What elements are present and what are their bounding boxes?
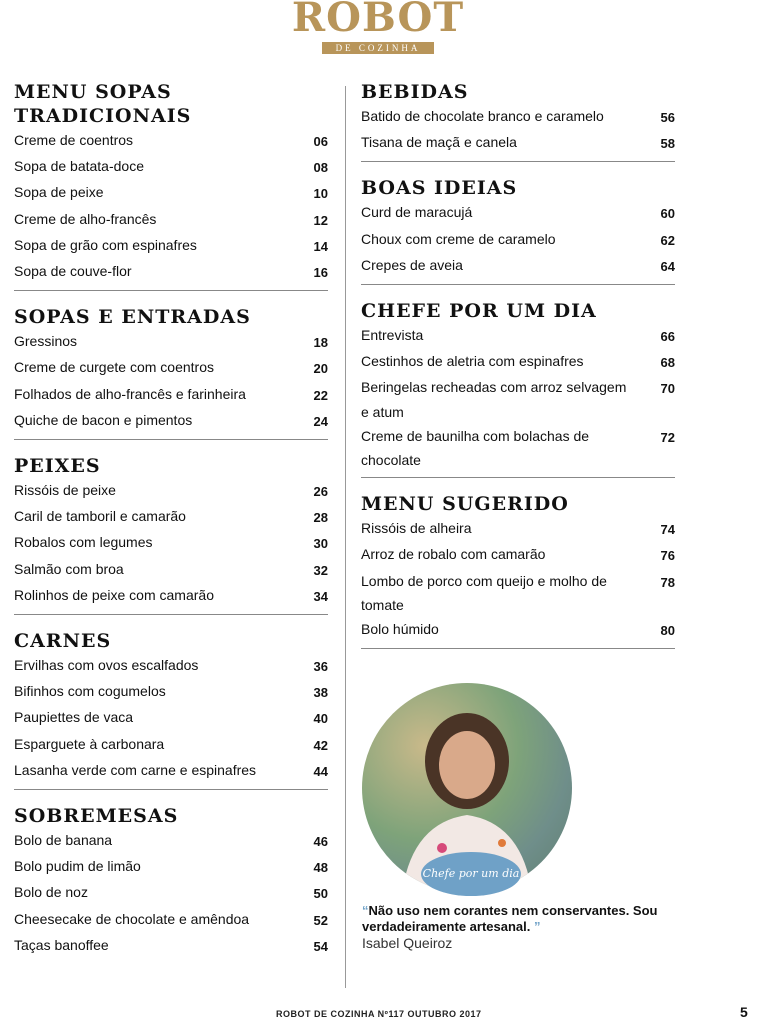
toc-section [14, 804, 328, 959]
entry-page-number: 18 [313, 335, 328, 351]
entry-page-number: 74 [660, 522, 675, 538]
toc-entry [14, 207, 328, 233]
section-divider [361, 161, 675, 162]
entry-title: Creme de curgete com coentros [14, 359, 214, 376]
entry-page-number: 08 [313, 160, 328, 176]
entry-page-number: 76 [660, 548, 675, 564]
entry-title: Bolo de banana [14, 832, 113, 849]
toc-entry [361, 617, 675, 643]
entry-title: Lasanha verde com carne e espinafres [14, 761, 257, 778]
entry-page-number: 14 [313, 238, 328, 254]
section-divider [361, 648, 675, 649]
toc-entry [361, 569, 675, 617]
toc-entry [14, 180, 328, 206]
toc-entry [361, 375, 675, 423]
entry-page-number: 32 [313, 562, 328, 578]
quote-open-mark: “ [362, 903, 369, 918]
toc-entry [361, 130, 675, 156]
toc-section [361, 176, 675, 285]
entry-title: Quiche de bacon e pimentos [14, 411, 193, 428]
entry-title: Arroz de robalo com camarão [361, 546, 546, 563]
entry-page-number: 52 [313, 912, 328, 928]
entry-title: Bolo pudim de limão [14, 858, 141, 875]
entry-page-number: 22 [313, 387, 328, 403]
toc-entry [14, 233, 328, 259]
entry-title: Creme de alho-francês [14, 210, 157, 227]
toc-entry [14, 504, 328, 530]
entry-page-number: 10 [313, 186, 328, 202]
entry-title: Sopa de batata-doce [14, 158, 144, 175]
entry-page-number: 24 [313, 413, 328, 429]
toc-entry [14, 758, 328, 784]
toc-entry [361, 349, 675, 375]
entry-page-number: 38 [313, 685, 328, 701]
entry-page-number: 78 [660, 574, 675, 590]
section-title: CARNES [14, 630, 112, 653]
entry-title: Choux com creme de caramelo [361, 230, 556, 247]
section-title: MENU SUGERIDO [361, 493, 569, 516]
toc-entry [14, 933, 328, 959]
entry-title: Bolo de noz [14, 884, 88, 901]
entry-title: Sopa de grão com espinafres [14, 236, 197, 253]
section-title: BEBIDAS [361, 81, 469, 103]
section-divider [14, 614, 328, 615]
entry-page-number: 42 [313, 737, 328, 753]
entry-title: Sopa de couve-flor [14, 263, 132, 280]
entry-title: Cheesecake de chocolate e amêndoa [14, 910, 250, 927]
toc-entry [14, 355, 328, 381]
entry-title: Creme de coentros [14, 132, 134, 148]
entry-page-number: 66 [660, 329, 675, 345]
entry-page-number: 16 [313, 265, 328, 281]
entry-title: Cestinhos de aletria com espinafres [361, 353, 584, 370]
entry-page-number: 34 [313, 588, 328, 604]
entry-page-number: 30 [313, 536, 328, 552]
toc-entry [361, 227, 675, 253]
entry-title: Creme de baunilha com bolachas de chocolate [361, 427, 590, 469]
entry-title: Entrevista [361, 327, 424, 344]
page-number: 5 [740, 1004, 748, 1020]
entry-title: Tisana de maçã e canela [361, 134, 517, 151]
footer-text: ROBOT DE COZINHA Nº117 OUTUBRO 2017 [276, 1009, 482, 1019]
entry-title: Ervilhas com ovos escalfados [14, 657, 199, 674]
toc-entry [14, 854, 328, 880]
toc-section [14, 80, 328, 291]
entry-page-number: 12 [313, 212, 328, 228]
section-divider [14, 439, 328, 440]
entry-page-number: 60 [660, 206, 675, 222]
section-title: SOBREMESAS [14, 805, 179, 828]
logo-main-text: ROBOT [291, 0, 465, 41]
toc-entry [361, 516, 675, 542]
entry-page-number: 50 [313, 886, 328, 902]
toc-section [361, 80, 675, 162]
entry-title: Batido de chocolate branco e caramelo [361, 108, 604, 124]
toc-entry [14, 583, 328, 609]
section-title: PEIXES [14, 455, 101, 478]
section-divider [361, 284, 675, 285]
section-divider [14, 789, 328, 790]
section-title: CHEFE POR UM DIA [361, 300, 597, 323]
entry-title: Lombo de porco com queijo e molho de tomate [361, 572, 607, 613]
entry-page-number: 70 [660, 381, 675, 397]
section-divider [14, 290, 328, 291]
entry-page-number: 40 [313, 711, 328, 727]
entry-page-number: 56 [660, 110, 675, 125]
column-divider [345, 86, 346, 988]
entry-page-number: 26 [313, 484, 328, 500]
magazine-logo [288, 0, 468, 56]
toc-entry [14, 259, 328, 285]
entry-page-number: 44 [313, 763, 328, 779]
section-divider [361, 477, 675, 478]
logo-sub-text: DE COZINHA [322, 42, 435, 54]
entry-title: Rolinhos de peixe com camarão [14, 586, 214, 603]
entry-page-number: 48 [313, 860, 328, 876]
toc-section [14, 629, 328, 790]
entry-title: Rissóis de alheira [361, 520, 472, 537]
entry-page-number: 58 [660, 136, 675, 152]
quote-block [362, 903, 682, 952]
entry-title: Gressinos [14, 333, 78, 350]
toc-entry [361, 424, 675, 472]
entry-title: Crepes de aveia [361, 256, 463, 273]
entry-page-number: 80 [660, 623, 675, 639]
toc-entry [14, 382, 328, 408]
entry-page-number: 28 [313, 510, 328, 526]
toc-entry [14, 128, 328, 154]
toc-entry [14, 530, 328, 556]
toc-entry [14, 653, 328, 679]
toc-entry [14, 329, 328, 355]
entry-title: Rissóis de peixe [14, 482, 116, 499]
toc-entry [14, 154, 328, 180]
entry-title: Robalos com legumes [14, 534, 153, 551]
left-column [14, 80, 328, 959]
entry-page-number: 36 [313, 659, 328, 675]
toc-entry [14, 408, 328, 434]
entry-page-number: 46 [313, 834, 328, 850]
section-title: BOAS IDEIAS [361, 177, 518, 200]
quote-author: Isabel Queiroz [362, 935, 453, 951]
toc-entry [14, 557, 328, 583]
toc-entry [361, 104, 675, 130]
entry-title: Caril de tamboril e camarão [14, 508, 186, 525]
entry-title: Bolo húmido [361, 621, 439, 638]
toc-entry [361, 542, 675, 568]
entry-page-number: 54 [313, 938, 328, 954]
entry-title: Paupiettes de vaca [14, 709, 134, 726]
entry-page-number: 64 [660, 258, 675, 274]
entry-title: Folhados de alho-francês e farinheira [14, 385, 246, 402]
toc-entry [14, 907, 328, 933]
toc-entry [14, 705, 328, 731]
section-title: SOPAS E ENTRADAS [14, 306, 251, 329]
entry-title: Salmão com broa [14, 560, 124, 577]
entry-page-number: 72 [660, 429, 675, 445]
toc-entry [14, 732, 328, 758]
toc-entry [14, 880, 328, 906]
toc-entry [361, 253, 675, 279]
entry-title: Esparguete à carbonara [14, 735, 165, 752]
entry-page-number: 20 [313, 361, 328, 377]
quote-text: Não uso nem corantes nem conservantes. Sou verdadeiramente artesanal. [362, 903, 658, 934]
right-column [361, 80, 675, 663]
section-title: MENU SOPAS TRADICIONAIS [14, 81, 192, 127]
entry-page-number: 68 [660, 355, 675, 371]
toc-entry [361, 200, 675, 226]
chef-badge: Chefe por um dia [421, 852, 521, 896]
entry-title: Beringelas recheadas com arroz selvagem e atum [361, 379, 627, 420]
entry-title: Bifinhos com cogumelos [14, 683, 166, 700]
toc-entry [14, 478, 328, 504]
quote-close-mark: ” [534, 919, 541, 934]
entry-page-number: 62 [660, 232, 675, 248]
toc-entry [14, 679, 328, 705]
toc-entry [361, 323, 675, 349]
toc-entry [14, 828, 328, 854]
entry-title: Curd de maracujá [361, 204, 473, 221]
toc-section [361, 492, 675, 649]
entry-title: Taças banoffee [14, 936, 109, 953]
entry-title: Sopa de peixe [14, 184, 104, 201]
entry-page-number: 06 [313, 134, 328, 149]
toc-section [14, 305, 328, 440]
toc-section [361, 299, 675, 478]
toc-section [14, 454, 328, 615]
